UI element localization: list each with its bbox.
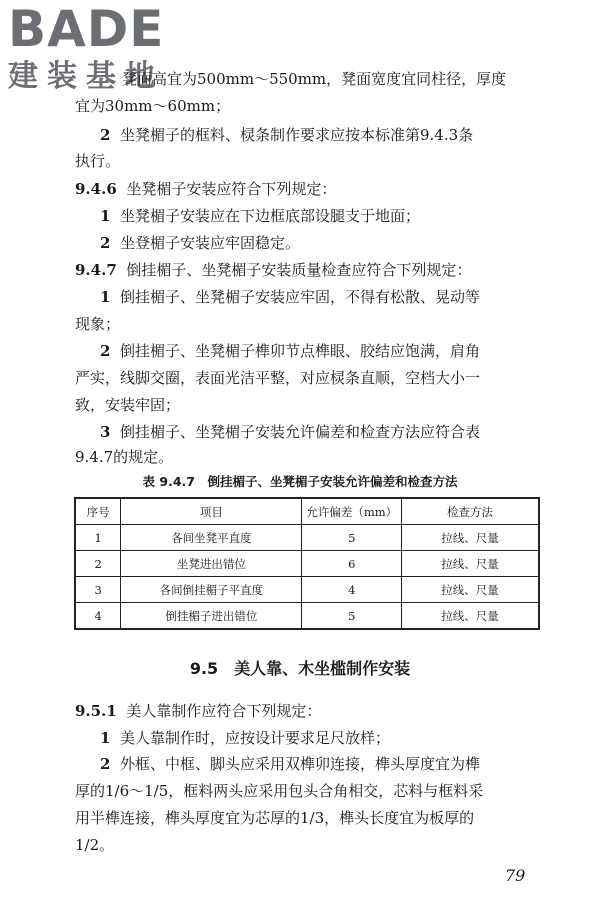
cell-method: 拉线、尺量 [402, 603, 539, 630]
item-text: 坐凳楣子安装应在下边框底部设腿支于地面； [119, 207, 420, 225]
text-line: 宜为30mm～60mm； [75, 97, 231, 115]
watermark-logo: BADE [8, 0, 165, 58]
item-number: 1 [100, 288, 111, 306]
header-method: 检查方法 [402, 498, 539, 525]
text-line: 严实，线脚交圈，表面光洁平整，对应棂条直顺，空档大小一 [75, 369, 481, 387]
text-line: 现象； [75, 315, 121, 333]
header-tolerance: 允许偏差（mm） [302, 498, 402, 525]
cell-method: 拉线、尺量 [402, 577, 539, 603]
item-text: 外框、中框、脚头应采用双榫卯连接，榫头厚度宜为榫 [119, 755, 480, 773]
item-text: 倒挂楣子、坐凳楣子安装允许偏差和检查方法应符合表 [119, 423, 480, 441]
cell-item: 倒挂楣子进出错位 [121, 603, 302, 630]
item-text: 坐登楣子安装应牢固稳定。 [119, 234, 300, 252]
section-title: 9.5 美人靠、木坐槛制作安装 [189, 659, 411, 678]
cell-method: 拉线、尺量 [402, 551, 539, 577]
clause-number: 9.4.6 [75, 180, 117, 198]
table-row [75, 577, 539, 603]
item-number: 2 [100, 126, 111, 144]
text-line: 用半榫连接，榫头厚度宜为芯厚的1/3，榫头长度宜为板厚的 [75, 809, 475, 827]
clause-number: 9.5.1 [75, 702, 117, 720]
clause-number: 9.4.7 [75, 261, 117, 279]
item-number: 2 [100, 234, 111, 252]
cell-item: 各间坐凳平直度 [121, 525, 302, 551]
text-line: 1/2。 [75, 836, 115, 854]
clause-text: 倒挂楣子、坐凳楣子安装质量检查应符合下列规定： [126, 261, 472, 279]
table-header-row [75, 498, 539, 525]
cell-item: 坐凳进出错位 [121, 551, 302, 577]
clause-heading [75, 259, 540, 281]
item-number: 1 [100, 729, 111, 747]
list-item [100, 232, 540, 254]
text-line: 厚的1/6～1/5，框料两头应采用包头合角相交，芯料与框料采 [75, 782, 484, 800]
item-number: 1 [100, 207, 111, 225]
table-caption: 表 9.4.7 倒挂楣子、坐凳楣子安装允许偏差和检查方法 [142, 474, 458, 489]
cell-tolerance: 5 [302, 525, 402, 551]
tolerance-table [74, 497, 540, 630]
clause-text: 坐凳楣子安装应符合下列规定： [126, 180, 337, 198]
header-item: 项目 [121, 498, 302, 525]
cell-serial: 2 [75, 551, 121, 577]
text-line: 执行。 [75, 152, 121, 170]
watermark-subtitle: 建装基地 [8, 59, 164, 94]
list-item [100, 753, 540, 775]
cell-tolerance: 4 [302, 577, 402, 603]
list-item [100, 124, 540, 146]
cell-tolerance: 5 [302, 603, 402, 630]
clause-text: 美人靠制作应符合下列规定： [126, 702, 322, 720]
text-line: 9.4.7的规定。 [75, 448, 174, 466]
list-item [100, 340, 540, 362]
list-item [100, 421, 540, 443]
table-row [75, 525, 539, 551]
list-item [100, 205, 540, 227]
item-number: 2 [100, 755, 111, 773]
list-item [100, 286, 540, 308]
table-row [75, 551, 539, 577]
item-text: 坐凳楣子的框料、棂条制作要求应按本标准第9.4.3条 [119, 126, 474, 144]
table-row [75, 603, 539, 630]
cell-serial: 4 [75, 603, 121, 630]
cell-tolerance: 6 [302, 551, 402, 577]
item-number: 2 [100, 342, 111, 360]
cell-serial: 1 [75, 525, 121, 551]
cell-serial: 3 [75, 577, 121, 603]
clause-heading [75, 178, 540, 200]
page-number: 79 [505, 866, 526, 885]
header-serial: 序号 [75, 498, 121, 525]
cell-item: 各间倒挂楣子平直度 [121, 577, 302, 603]
item-text: 美人靠制作时，应按设计要求足尺放样； [119, 729, 390, 747]
text-line: 凳面高宜为500mm～550mm，凳面宽度宜同柱径，厚度 [122, 70, 507, 88]
list-item [100, 727, 540, 749]
item-text: 倒挂楣子、坐凳楣子榫卯节点榫眼、胶结应饱满，肩角 [119, 342, 480, 360]
cell-method: 拉线、尺量 [402, 525, 539, 551]
item-text: 倒挂楣子、坐凳楣子安装应牢固，不得有松散、晃动等 [119, 288, 480, 306]
clause-heading [75, 700, 540, 722]
text-line: 致，安装牢固； [75, 396, 181, 414]
item-number: 3 [100, 423, 111, 441]
